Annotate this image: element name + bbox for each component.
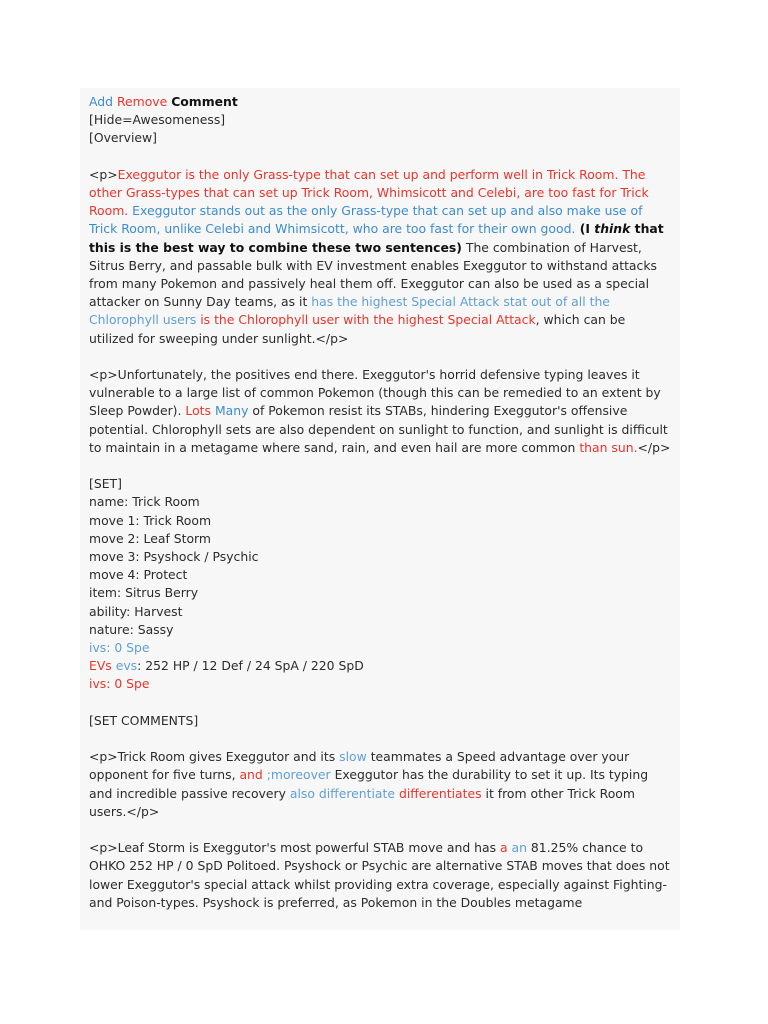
p-open: <p> [89, 166, 118, 182]
hide-tag: [Hide=Awesomeness] [89, 112, 226, 128]
overview-paragraph-1 [89, 166, 673, 348]
editor-note-emphasis: think [594, 221, 631, 237]
body-text: <p>Leaf Storm is Exeggutor's most powerful STAB move and has [89, 840, 500, 856]
remove-label: Remove [116, 94, 168, 109]
set-comments-paragraph-2 [89, 839, 673, 912]
set-tag: [SET] [89, 476, 122, 492]
body-text: The combination of Harvest, Sitrus Berry, and passable bulk with EV investment enables Exeggutor to withstand attacks from many Pokemon and passively heal them off. Exeggutor can also be used as a special attacker on Sunny Day teams, as it [89, 239, 657, 310]
added-text: has the highest Special Attack stat out of all the Chlorophyll users [89, 294, 610, 328]
set-move-3: move 3: Psyshock / Psychic [89, 549, 259, 565]
set-ivs-added: ivs: 0 Spe [89, 640, 150, 656]
added-text: Exeggutor stands out as the only Grass-type that can set up and also make use of Trick Room, unlike Celebi and Whimsicott, who are too fast for their own good. [89, 203, 643, 237]
overview-paragraph-2 [89, 366, 673, 457]
added-text: also differentiate [289, 785, 396, 801]
body-text: <p>Unfortunately, the positives end there. Exeggutor's horrid defensive typing leaves it vulnerable to a large list of common Pokemon (though this can be remedied to an extent by Sleep Powder). [89, 367, 661, 419]
body-text: Exeggutor has the durability to set it up. Its typing and incredible passive recovery [89, 767, 649, 801]
added-text: slow [339, 749, 367, 765]
added-text: an [507, 840, 527, 856]
added-text: Many [211, 403, 249, 419]
editor-note-part: that this is the best way to combine these two sentences) [89, 221, 664, 255]
document-body [89, 93, 673, 912]
removed-text: Exeggutor is the only Grass-type that can set up and perform well in Trick Room. The other Grass-types that can set up Trick Room, Whimsicott and Celebi, are too fast for Trick Room. [89, 166, 649, 219]
set-ability: ability: Harvest [89, 603, 183, 619]
header-line [89, 93, 673, 111]
body-text: <p>Trick Room gives Exeggutor and its [89, 749, 340, 765]
body-text: it from other Trick Room users.</p> [89, 785, 635, 819]
comment-label: Comment [171, 94, 238, 109]
set-move-2: move 2: Leaf Storm [89, 530, 211, 546]
removed-text: Lots [185, 403, 211, 419]
overview-tag: [Overview] [89, 130, 158, 146]
set-name: name: Trick Room [89, 494, 200, 510]
removed-text: a [500, 840, 508, 856]
evs-values: : 252 HP / 12 Def / 24 SpA / 220 SpD [137, 658, 364, 674]
body-text: teammates a Speed advantage over your opponent for five turns, [89, 749, 630, 783]
editor-note-part: (I [575, 221, 595, 237]
removed-text: than sun. [579, 439, 638, 455]
set-ivs-removed: ivs: 0 Spe [89, 676, 150, 692]
set-comments-tag: [SET COMMENTS] [89, 712, 199, 728]
body-text: 81.25% chance to OHKO 252 HP / 0 SpD Politoed. Psyshock or Psychic are alternative STAB moves that does not lower Exeggutor's special attack whilst providing extra coverage, especially against Fighting- and Poison-types. Psyshock is preferred, as Pokemon in the Doubles metagame [89, 840, 670, 910]
set-evs [89, 657, 673, 675]
set-move-4: move 4: Protect [89, 567, 188, 583]
added-text: ;moreover [266, 767, 331, 783]
add-label: Add [89, 94, 113, 109]
body-text: </p> [637, 439, 671, 455]
body-text: , which can be utilized for sweeping under sunlight.</p> [89, 312, 626, 346]
body-text: of Pokemon resist its STABs, hindering Exeggutor's offensive potential. Chlorophyll sets are also dependent on sunlight to function, and sunlight is difficult to maintain in a metagame where sand, rain, and even hail are more common [89, 403, 668, 455]
added-text: evs [111, 658, 138, 674]
removed-text: EVs [89, 658, 112, 674]
removed-text: and [239, 767, 267, 783]
removed-text: is the Chlorophyll user with the highest Special Attack [196, 312, 536, 328]
set-item: item: Sitrus Berry [89, 585, 199, 601]
removed-text: differentiates [395, 785, 482, 801]
set-move-1: move 1: Trick Room [89, 512, 212, 528]
set-nature: nature: Sassy [89, 621, 174, 637]
set-comments-paragraph-1 [89, 748, 673, 821]
